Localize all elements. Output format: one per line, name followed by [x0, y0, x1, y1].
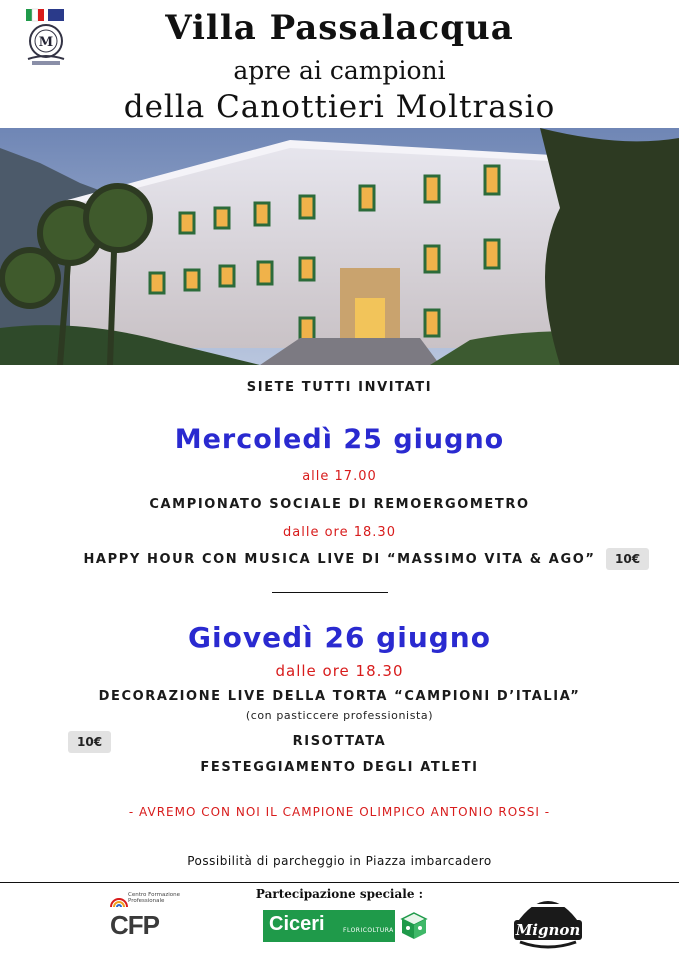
- event2-item1: DECORAZIONE LIVE DELLA TORTA “CAMPIONI D’ITALIA”: [98, 689, 581, 704]
- invite-heading: SIETE TUTTI INVITATI: [246, 380, 433, 395]
- event2-item1-note: (con pasticcere professionista): [245, 709, 434, 722]
- ciceri-name: Ciceri: [269, 913, 325, 935]
- parking-note: Possibilità di parcheggio in Piazza imbarcadero: [187, 854, 492, 868]
- event1-time2: dalle ore 18.30: [283, 525, 396, 540]
- event2-time: dalle ore 18.30: [275, 662, 404, 680]
- cfp-small-text: Centro Formazione Professionale: [128, 892, 180, 904]
- footer-divider: [0, 882, 679, 883]
- page-subtitle-1: apre ai campioni: [233, 56, 446, 85]
- svg-text:M: M: [38, 35, 54, 50]
- event1-price-badge: 10€: [606, 548, 649, 570]
- section-divider: [272, 592, 388, 593]
- cfp-logo: [108, 892, 188, 942]
- event1-time1: alle 17.00: [302, 469, 377, 484]
- event1-item2: HAPPY HOUR CON MUSICA LIVE DI “MASSIMO VITA & AGO”: [83, 552, 596, 567]
- ciceri-tag: FLORICOLTURA: [343, 927, 394, 934]
- event1-date: Mercoledì 25 giugno: [174, 424, 505, 455]
- event2-item2: RISOTTATA: [292, 734, 387, 749]
- mignon-name: Mignon: [515, 921, 581, 939]
- event2-date: Giovedì 26 giugno: [188, 621, 491, 654]
- guest-announcement: - AVREMO CON NOI IL CAMPIONE OLIMPICO ANTONIO ROSSI -: [128, 805, 551, 819]
- page-subtitle-2: della Canottieri Moltrasio: [123, 89, 556, 125]
- sponsors-label: Partecipazione speciale :: [255, 887, 424, 901]
- ciceri-logo: [263, 910, 395, 942]
- page-title: Villa Passalacqua: [165, 8, 514, 48]
- mignon-logo: [510, 886, 586, 952]
- villa-photo: [0, 128, 679, 365]
- cfp-name: CFP: [110, 910, 159, 940]
- ciceri-cube-icon: [400, 911, 428, 941]
- event1-item1: CAMPIONATO SOCIALE DI REMOERGOMETRO: [149, 497, 530, 512]
- mignon-arc-text: PASTICCERIA: [524, 894, 572, 901]
- cfp-rainbow-icon: [110, 896, 128, 908]
- event2-item3: FESTEGGIAMENTO DEGLI ATLETI: [200, 760, 479, 775]
- event2-price-badge: 10€: [68, 731, 111, 753]
